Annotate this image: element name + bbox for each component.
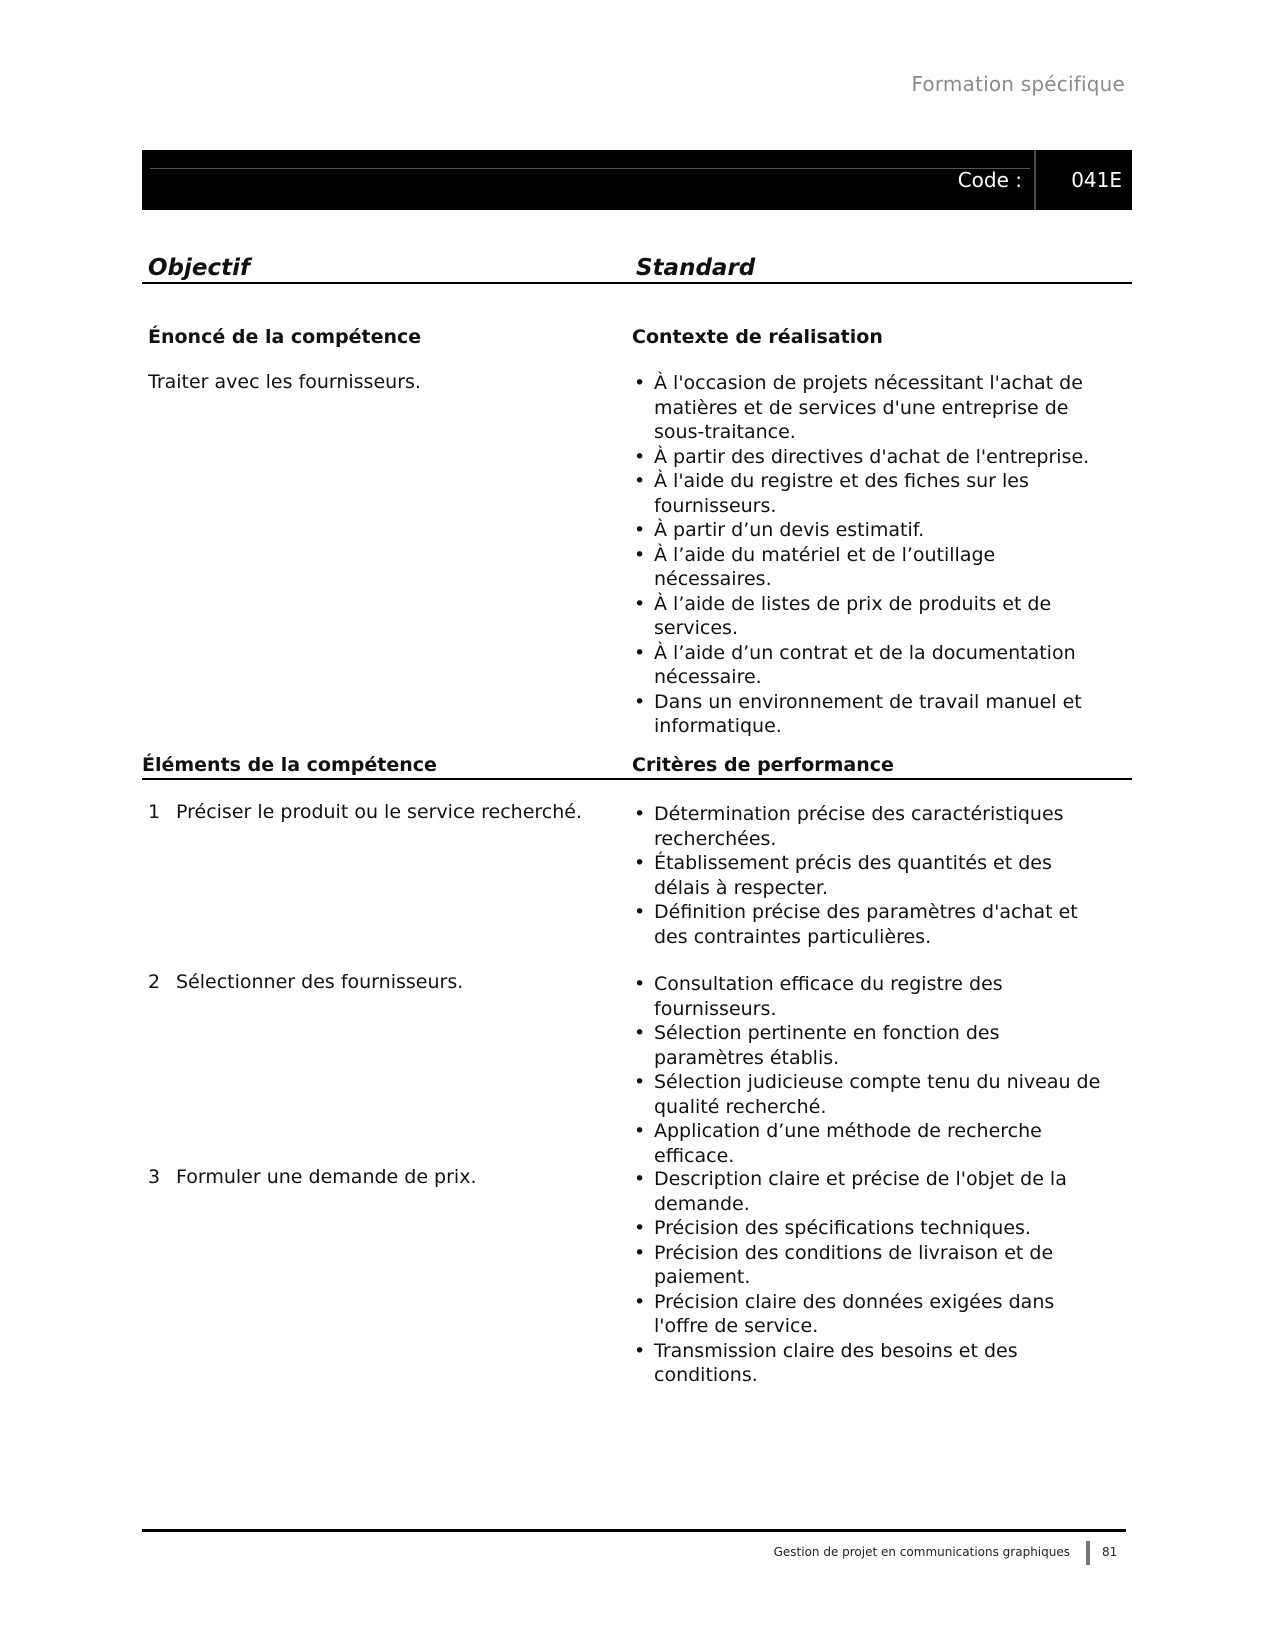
list-item: • À partir des directives d'achat de l'entreprise. bbox=[632, 445, 1102, 470]
list-item: • Sélection pertinente en fonction des paramètres établis. bbox=[632, 1021, 1112, 1070]
list-item: • Sélection judicieuse compte tenu du niveau de qualité recherché. bbox=[632, 1070, 1112, 1119]
code-bar bbox=[142, 150, 1132, 210]
list-item: • Précision claire des données exigées dans l'offre de service. bbox=[632, 1290, 1102, 1339]
list-item: • Définition précise des paramètres d'achat et des contraintes particulières. bbox=[632, 900, 1102, 949]
list-item: • À l’aide d’un contrat et de la documentation nécessaire. bbox=[632, 641, 1102, 690]
list-item: • À l’aide du matériel et de l’outillage nécessaires. bbox=[632, 543, 1102, 592]
page-header-title: Formation spécifique bbox=[911, 72, 1125, 96]
page-number: 81 bbox=[1102, 1545, 1118, 1559]
element-text: Formuler une demande de prix. bbox=[176, 1166, 477, 1188]
list-item: • Transmission claire des besoins et des conditions. bbox=[632, 1339, 1102, 1388]
list-item: • À l’aide de listes de prix de produits et de services. bbox=[632, 592, 1102, 641]
column-heading-objectif: Objectif bbox=[148, 255, 251, 281]
criteres-heading: Critères de performance bbox=[632, 754, 894, 776]
footer-title: Gestion de projet en communications graphiques bbox=[773, 1545, 1070, 1559]
list-item: • À l'occasion de projets nécessitant l'achat de matières et de services d'une entreprise de sous-traitance. bbox=[632, 371, 1102, 445]
enonce-text: Traiter avec les fournisseurs. bbox=[148, 371, 421, 393]
code-bar-rule bbox=[150, 168, 1030, 169]
elements-heading-rule bbox=[142, 778, 1132, 780]
criteria-list-2 bbox=[632, 972, 1112, 1168]
column-heading-standard: Standard bbox=[636, 255, 756, 281]
code-label: Code : bbox=[957, 168, 1022, 192]
list-item: • Détermination précise des caractéristiques recherchées. bbox=[632, 802, 1102, 851]
enonce-heading: Énoncé de la compétence bbox=[148, 326, 422, 348]
list-item: • Établissement précis des quantités et des délais à respecter. bbox=[632, 851, 1102, 900]
elements-heading: Éléments de la compétence bbox=[142, 754, 437, 776]
column-heading-rule bbox=[142, 282, 1132, 284]
element-text: Préciser le produit ou le service recherché. bbox=[176, 801, 583, 823]
element-number: 3 bbox=[148, 1166, 161, 1188]
contexte-list bbox=[632, 371, 1102, 739]
code-value: 041E bbox=[1071, 168, 1122, 192]
element-number: 2 bbox=[148, 971, 161, 993]
list-item: • À l'aide du registre et des fiches sur les fournisseurs. bbox=[632, 469, 1102, 518]
list-item: • Précision des spécifications techniques. bbox=[632, 1216, 1102, 1241]
footer-rule bbox=[142, 1529, 1126, 1532]
element-text: Sélectionner des fournisseurs. bbox=[176, 971, 464, 993]
list-item: • Application d’une méthode de recherche efficace. bbox=[632, 1119, 1112, 1168]
list-item: • Dans un environnement de travail manuel et informatique. bbox=[632, 690, 1102, 739]
list-item: • Précision des conditions de livraison et de paiement. bbox=[632, 1241, 1102, 1290]
code-separator bbox=[1034, 150, 1036, 210]
element-1 bbox=[148, 800, 618, 824]
list-item: • À partir d’un devis estimatif. bbox=[632, 518, 1102, 543]
list-item: • Consultation efficace du registre des fournisseurs. bbox=[632, 972, 1112, 1021]
element-3 bbox=[148, 1165, 618, 1189]
footer-separator bbox=[1086, 1541, 1090, 1565]
contexte-heading: Contexte de réalisation bbox=[632, 326, 883, 348]
criteria-list-1 bbox=[632, 802, 1102, 949]
list-item: • Description claire et précise de l'objet de la demande. bbox=[632, 1167, 1102, 1216]
element-number: 1 bbox=[148, 801, 161, 823]
criteria-list-3 bbox=[632, 1167, 1102, 1388]
element-2 bbox=[148, 970, 618, 994]
